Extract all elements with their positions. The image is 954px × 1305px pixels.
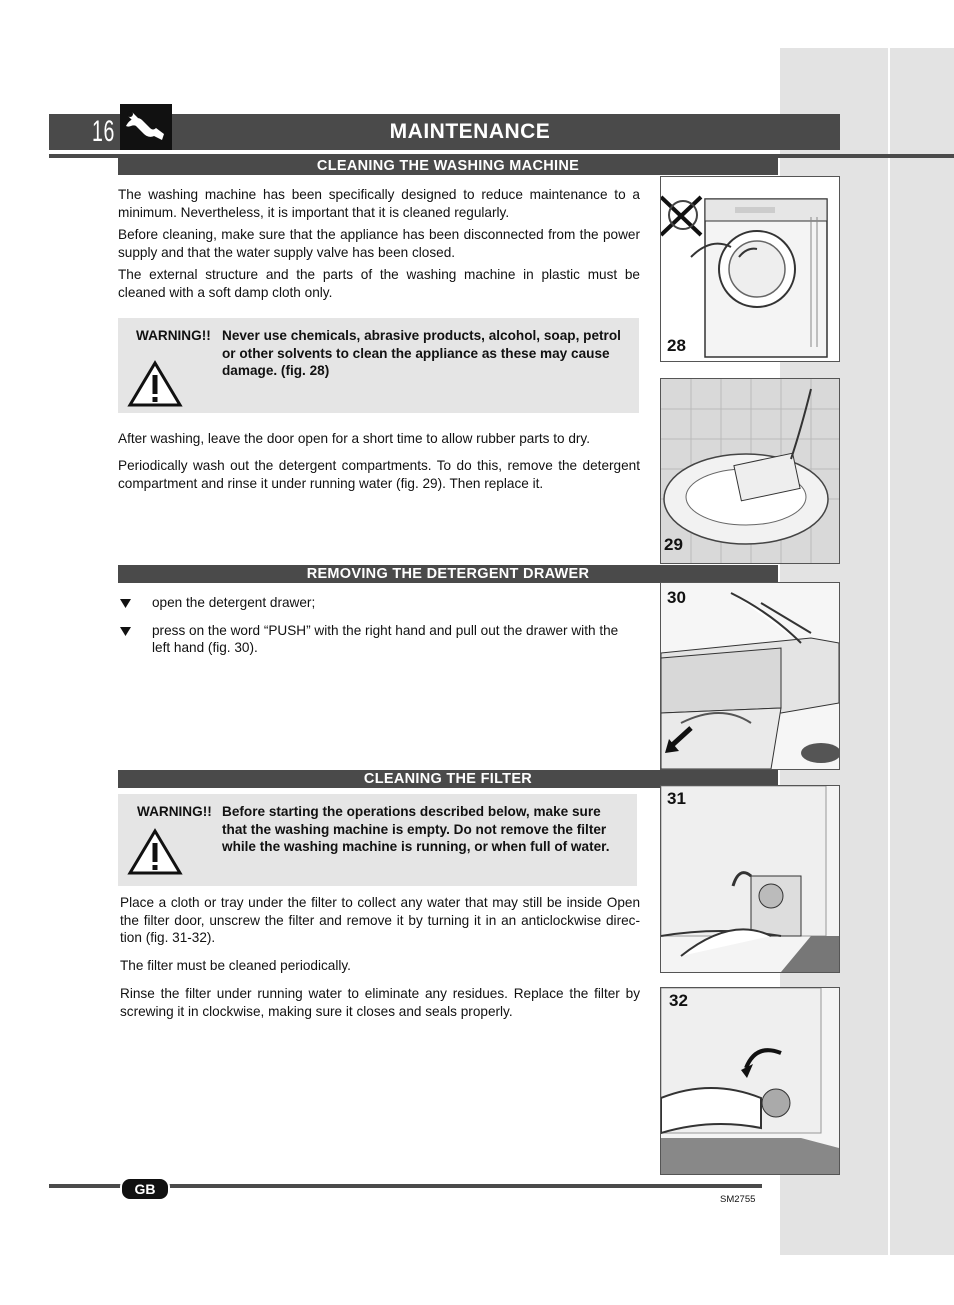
bullet-triangle-icon	[120, 624, 131, 642]
figure-30-image	[660, 582, 840, 770]
margin-divider	[888, 48, 890, 1255]
list-item: press on the word “PUSH” with the right hand and pull out the drawer with the left hand (fig. 30).	[152, 623, 619, 655]
warning-label: WARNING!!	[137, 804, 212, 819]
warning-text: Never use chemicals, abrasive products, alcohol, soap, petrol or other solvents to clean the appliance as these may cause damage. (fig. 28)	[222, 328, 621, 378]
paragraph: Periodically wash out the detergent compartments. To do this, remove the detergent compartment and rinse it under running water (fig. 29). Then replace it.	[118, 458, 640, 491]
document-code: SM2755	[720, 1194, 756, 1205]
bullet-triangle-icon	[120, 596, 131, 614]
page-number: 16	[92, 115, 115, 148]
wrench-hand-icon	[120, 104, 172, 150]
language-badge: GB	[120, 1177, 170, 1201]
figure-28-label: 28	[667, 336, 686, 355]
figure-32-label: 32	[669, 991, 688, 1010]
paragraph: After washing, leave the door open for a short time to allow rubber parts to dry.	[118, 431, 590, 446]
warning-triangle-icon	[127, 360, 183, 413]
warning-label: WARNING!!	[136, 328, 211, 343]
section-heading-filter: CLEANING THE FILTER	[118, 770, 778, 788]
paragraph: The external structure and the parts of the washing machine in plastic must be cleaned with a soft damp cloth only.	[118, 267, 640, 300]
paragraph: The filter must be cleaned periodically.	[120, 958, 351, 973]
paragraph: The washing machine has been specifically designed to reduce maintenance to a minimum. Nevertheless, it is important that it is cleaned regularly.	[118, 187, 640, 220]
warning-text: Before starting the operations described below, make sure that the washing machine is empty. Do not remove the filter while the washing machine is running, or when full of water.	[222, 804, 610, 854]
section-heading-detergent-drawer: REMOVING THE DETERGENT DRAWER	[118, 565, 778, 583]
section-heading-cleaning-machine: CLEANING THE WASHING MACHINE	[118, 157, 778, 175]
figure-30-label: 30	[667, 588, 686, 607]
figure-32-image	[660, 987, 840, 1175]
figure-29-label: 29	[664, 535, 683, 554]
page-title: MAINTENANCE	[389, 120, 551, 143]
figure-31-label: 31	[667, 789, 686, 808]
figure-28-image	[660, 176, 840, 362]
figure-29-image	[660, 378, 840, 564]
paragraph: Place a cloth or tray under the filter to collect any water that may still be inside Open the filter door, unscrew the filter and remove it by turning it in an anticlockwise direc-tion (fig. 31-32).	[120, 895, 640, 945]
paragraph: Rinse the filter under running water to eliminate any residues. Replace the filter by screwing it in clockwise, making sure it closes and seals properly.	[120, 986, 640, 1019]
warning-triangle-icon	[127, 828, 183, 881]
figure-31-image	[660, 785, 840, 973]
list-item: open the detergent drawer;	[152, 595, 316, 610]
paragraph: Before cleaning, make sure that the appliance has been disconnected from the power supply and that the water supply valve has been closed.	[118, 227, 640, 260]
